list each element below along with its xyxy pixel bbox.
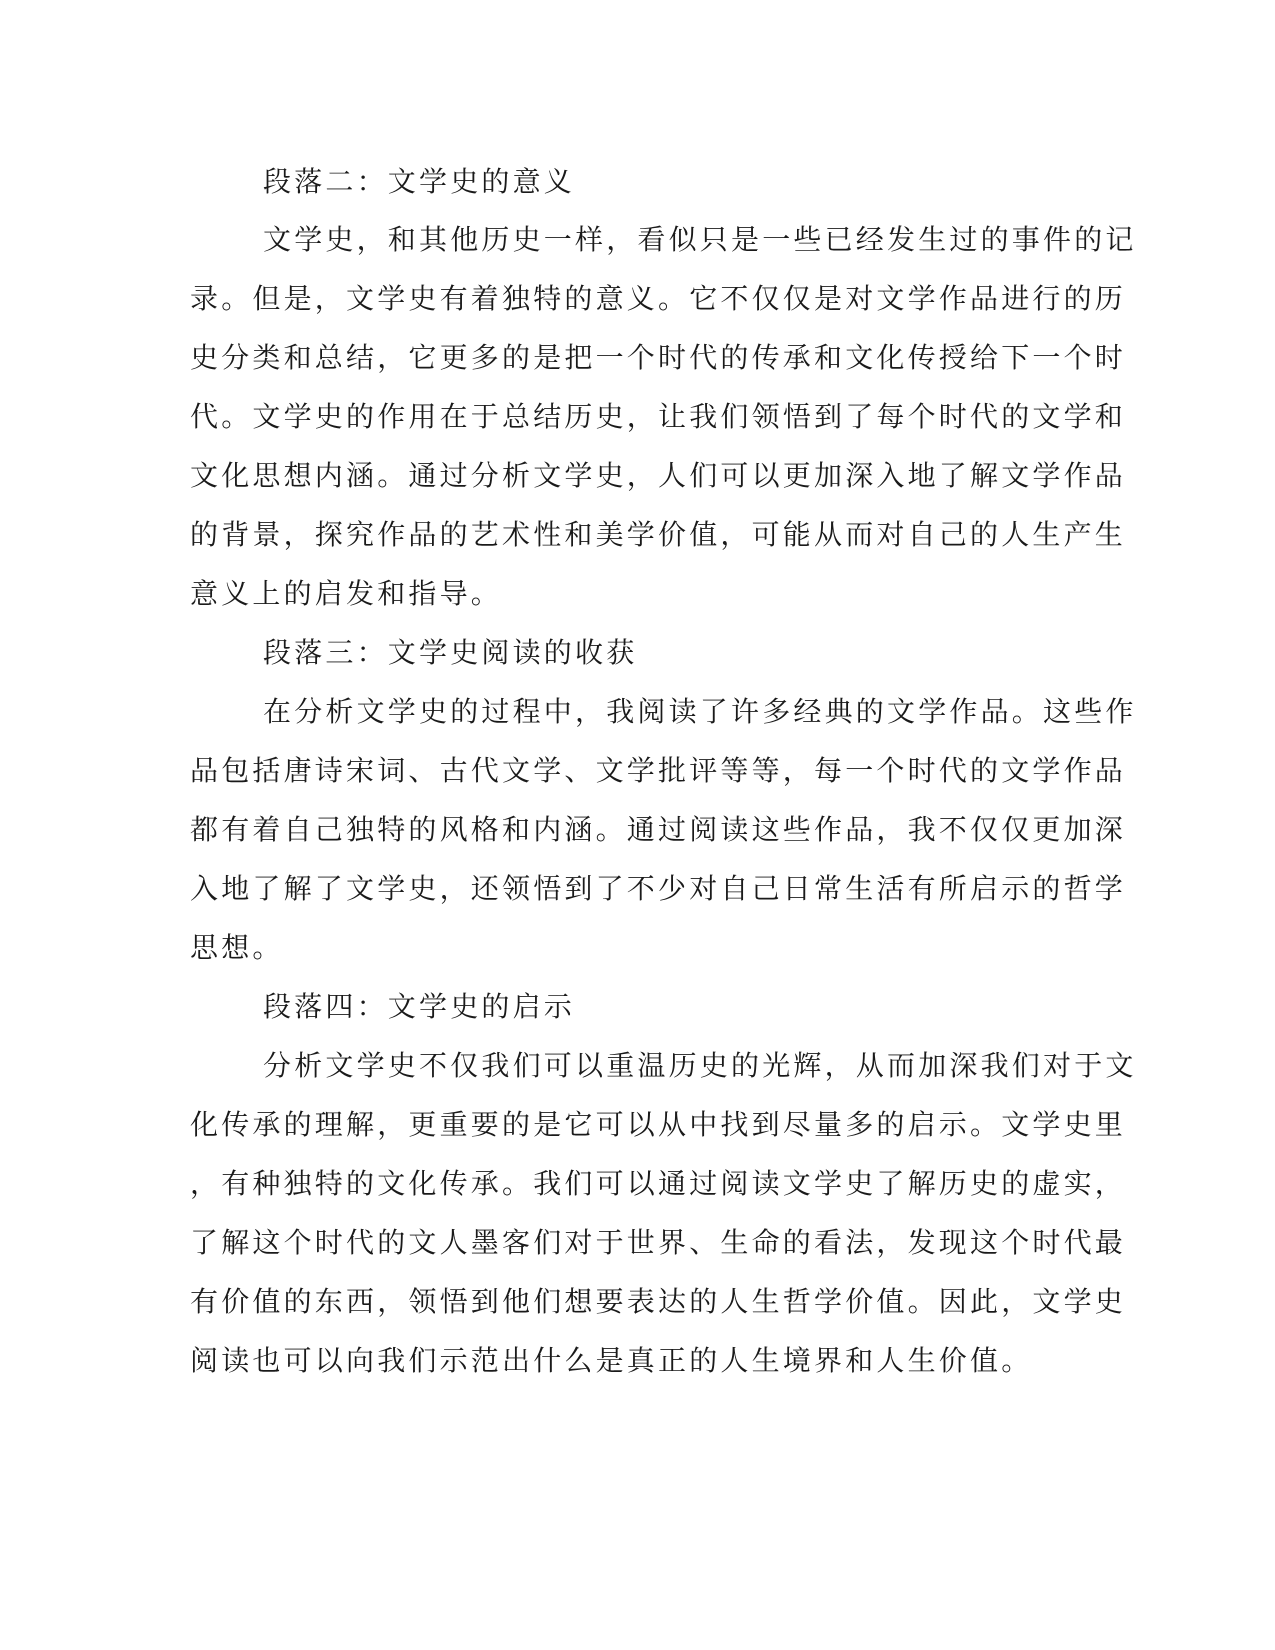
paragraph-line: 思想。 xyxy=(190,931,284,964)
paragraph-line: 文化思想内涵。通过分析文学史，人们可以更加深入地了解文学作品 xyxy=(190,459,1127,492)
section-heading: 段落四：文学史的启示 xyxy=(263,990,576,1023)
paragraph-line: 入地了解了文学史，还领悟到了不少对自己日常生活有所启示的哲学 xyxy=(190,872,1127,905)
paragraph-line: 了解这个时代的文人墨客们对于世界、生命的看法，发现这个时代最 xyxy=(190,1226,1127,1259)
paragraph-line: 意义上的启发和指导。 xyxy=(190,577,503,610)
paragraph-line: 品包括唐诗宋词、古代文学、文学批评等等，每一个时代的文学作品 xyxy=(190,754,1127,787)
paragraph-line: 阅读也可以向我们示范出什么是真正的人生境界和人生价值。 xyxy=(190,1344,1033,1377)
paragraph-line: 文学史，和其他历史一样，看似只是一些已经发生过的事件的记 xyxy=(263,223,1137,256)
paragraph-line: 分析文学史不仅我们可以重温历史的光辉，从而加深我们对于文 xyxy=(263,1049,1137,1082)
paragraph-line: 都有着自己独特的风格和内涵。通过阅读这些作品，我不仅仅更加深 xyxy=(190,813,1127,846)
paragraph-line: 史分类和总结，它更多的是把一个时代的传承和文化传授给下一个时 xyxy=(190,341,1127,374)
paragraph-line: 代。文学史的作用在于总结历史，让我们领悟到了每个时代的文学和 xyxy=(190,400,1127,433)
section-heading: 段落三：文学史阅读的收获 xyxy=(263,636,638,669)
paragraph-line: ，有种独特的文化传承。我们可以通过阅读文学史了解历史的虚实， xyxy=(190,1167,1127,1200)
paragraph-line: 的背景，探究作品的艺术性和美学价值，可能从而对自己的人生产生 xyxy=(190,518,1127,551)
paragraph-line: 录。但是，文学史有着独特的意义。它不仅仅是对文学作品进行的历 xyxy=(190,282,1127,315)
paragraph-line: 有价值的东西，领悟到他们想要表达的人生哲学价值。因此，文学史 xyxy=(190,1285,1127,1318)
paragraph-line: 化传承的理解，更重要的是它可以从中找到尽量多的启示。文学史里 xyxy=(190,1108,1127,1141)
section-heading: 段落二：文学史的意义 xyxy=(263,165,576,198)
paragraph-line: 在分析文学史的过程中，我阅读了许多经典的文学作品。这些作 xyxy=(263,695,1137,728)
